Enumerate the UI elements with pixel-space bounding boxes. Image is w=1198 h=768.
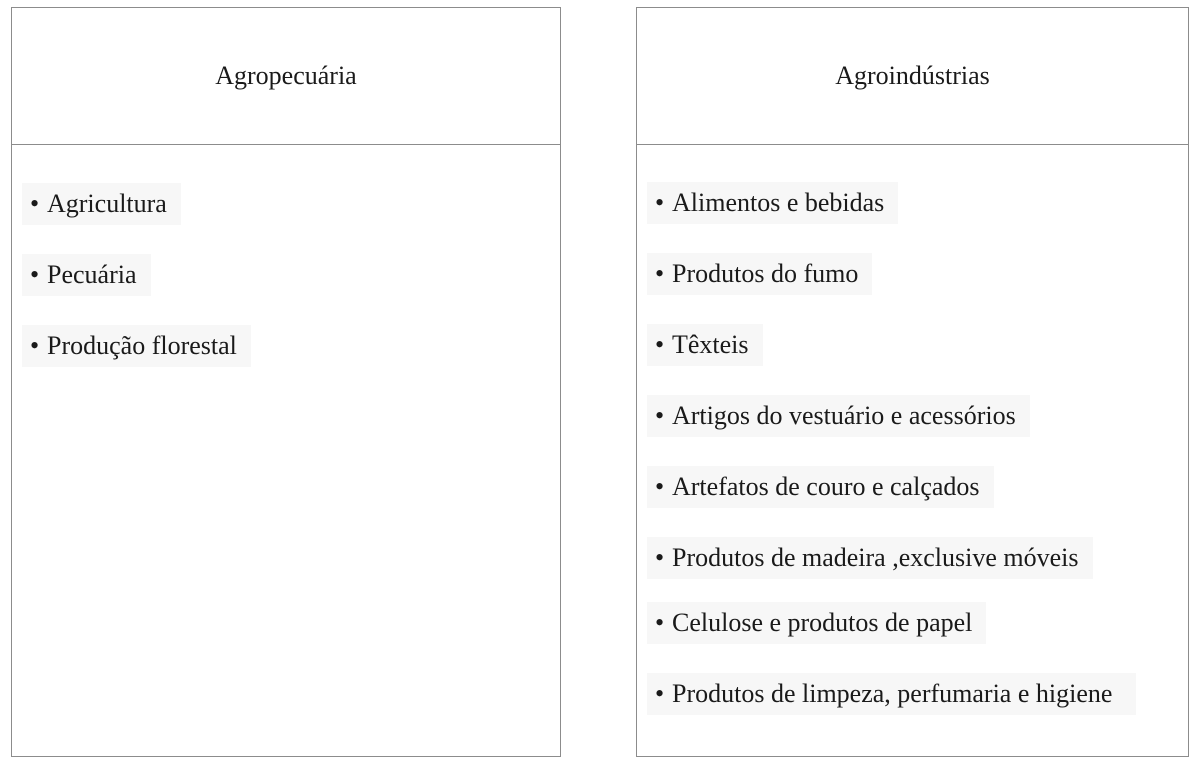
bullet-icon: • xyxy=(654,679,665,708)
list-item xyxy=(647,673,1136,715)
bullet-icon: • xyxy=(654,401,665,430)
agroindustrias-header xyxy=(637,8,1188,145)
list-item-label: Têxteis xyxy=(672,330,749,359)
agropecuaria-header xyxy=(12,8,560,145)
list-item-label: Produtos de limpeza, perfumaria e higiene xyxy=(672,679,1113,708)
bullet-icon: • xyxy=(654,188,665,217)
bullet-icon: • xyxy=(29,189,40,218)
list-item xyxy=(22,254,151,296)
agropecuaria-title: Agropecuária xyxy=(215,61,357,90)
list-item-label: Produtos do fumo xyxy=(672,259,859,288)
agroindustrias-box xyxy=(636,7,1189,757)
bullet-icon: • xyxy=(654,543,665,572)
list-item xyxy=(647,324,763,366)
agropecuaria-box xyxy=(11,7,561,757)
bullet-icon: • xyxy=(654,259,665,288)
list-item-label: Artigos do vestuário e acessórios xyxy=(672,401,1016,430)
list-item-label: Celulose e produtos de papel xyxy=(672,608,973,637)
list-item-label: Artefatos de couro e calçados xyxy=(672,472,980,501)
list-item-label: Produção florestal xyxy=(47,331,237,360)
list-item xyxy=(647,182,898,224)
list-item-label: Pecuária xyxy=(47,260,137,289)
list-item xyxy=(647,253,872,295)
list-item xyxy=(647,537,1093,579)
agroindustrias-title: Agroindústrias xyxy=(835,61,990,90)
list-item xyxy=(647,395,1030,437)
bullet-icon: • xyxy=(654,472,665,501)
bullet-icon: • xyxy=(654,330,665,359)
list-item xyxy=(647,466,994,508)
list-item xyxy=(22,183,181,225)
bullet-icon: • xyxy=(29,260,40,289)
bullet-icon: • xyxy=(654,608,665,637)
list-item-label: Produtos de madeira ,exclusive móveis xyxy=(672,543,1079,572)
list-item-label: Agricultura xyxy=(47,189,167,218)
list-item xyxy=(22,325,251,367)
bullet-icon: • xyxy=(29,331,40,360)
list-item-label: Alimentos e bebidas xyxy=(672,188,885,217)
list-item xyxy=(647,602,986,644)
